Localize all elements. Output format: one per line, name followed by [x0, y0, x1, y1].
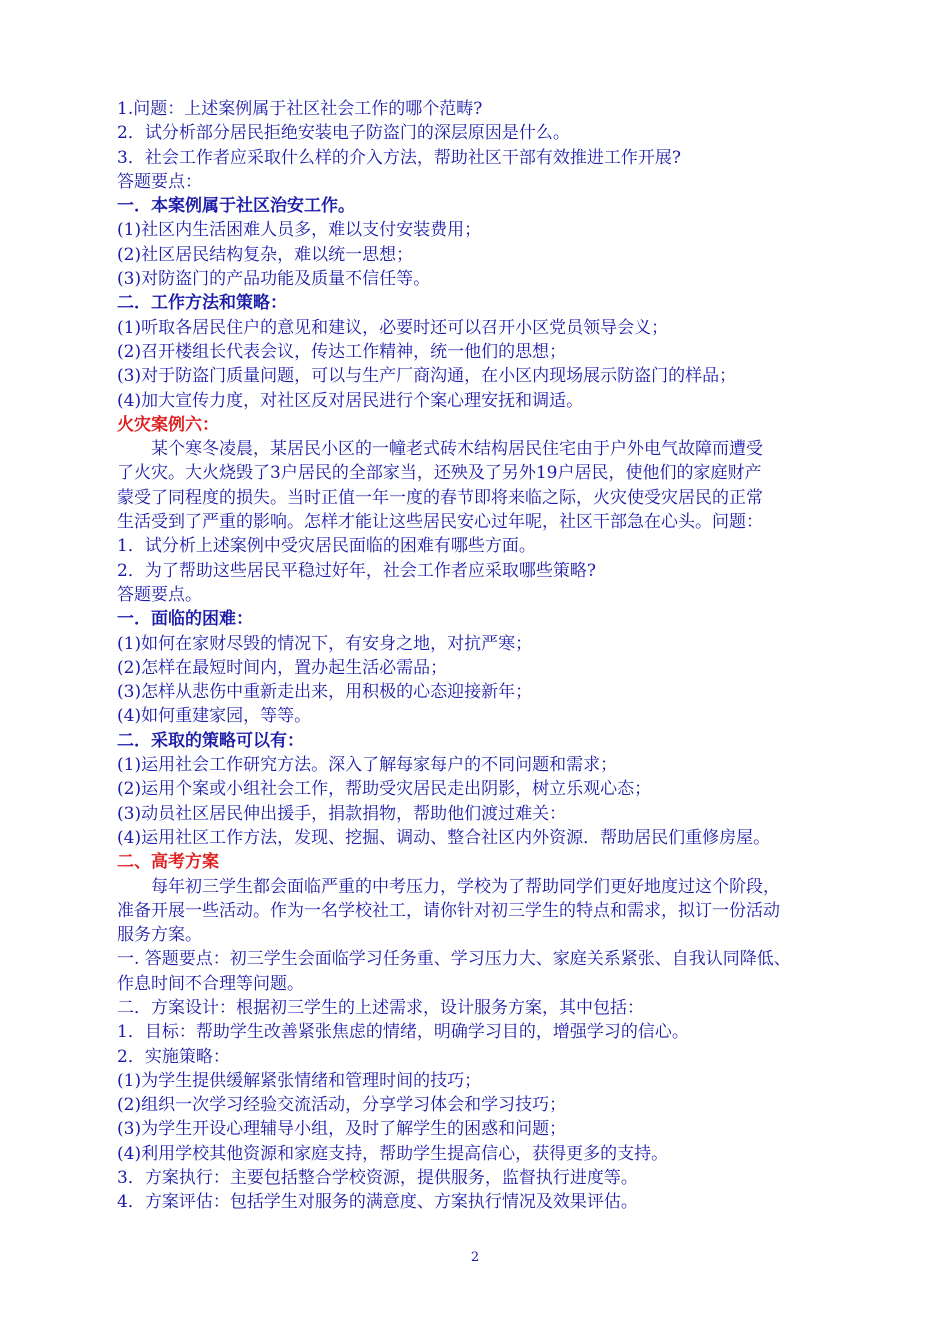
list-item: (1)运用社会工作研究方法。深入了解每家每户的不同问题和需求； — [117, 755, 618, 776]
paragraph-line: 蒙受了同程度的损失。当时正值一年一度的春节即将来临之际，火灾使受灾居民的正常 — [117, 487, 763, 508]
paragraph-line: 二．方案设计：根据初三学生的上述需求，设计服务方案，其中包括： — [117, 997, 644, 1018]
section-heading: 一．面临的困难： — [117, 609, 253, 630]
list-item: 2．实施策略： — [117, 1046, 230, 1067]
paragraph-line: 了火灾。大火烧毁了3户居民的全部家当，还殃及了另外19户居民，使他们的家庭财产 — [117, 463, 762, 484]
paragraph-line: 某个寒冬凌晨，某居民小区的一幢老式砖木结构居民住宅由于户外电气故障而遭受 — [151, 439, 763, 460]
list-item: (4)加大宣传力度，对社区反对居民进行个案心理安抚和调适。 — [117, 390, 584, 411]
section-heading: 一．本案例属于社区治安工作。 — [117, 196, 355, 217]
document-body — [117, 97, 847, 1215]
list-item: (3)动员社区居民伸出援手，捐款捐物，帮助他们渡过难关： — [117, 803, 567, 824]
list-item: (4)利用学校其他资源和家庭支持，帮助学生提高信心，获得更多的支持。 — [117, 1143, 669, 1164]
section-heading: 二．采取的策略可以有： — [117, 730, 304, 751]
list-item: (1)社区内生活困难人员多，难以支付安装费用； — [117, 220, 482, 241]
list-item: (3)为学生开设心理辅导小组，及时了解学生的困惑和问题； — [117, 1119, 567, 1140]
list-item: (1)为学生提供缓解紧张情绪和管理时间的技巧； — [117, 1070, 482, 1091]
question-line: 2．为了帮助这些居民平稳过好年，社会工作者应采取哪些策略? — [117, 560, 596, 581]
paragraph-line: 服务方案。 — [117, 925, 202, 946]
list-item: (4)运用社区工作方法，发现、挖掘、调动、整合社区内外资源．帮助居民们重修房屋。 — [117, 827, 771, 848]
list-item: (2)怎样在最短时间内，置办起生活必需品； — [117, 657, 448, 678]
answer-points-label: 答题要点。 — [117, 584, 202, 605]
answer-points-label: 答题要点： — [117, 171, 202, 192]
page-number: 2 — [470, 1250, 480, 1265]
list-item: (2)社区居民结构复杂，难以统一思想； — [117, 244, 414, 265]
list-item: (2)运用个案或小组社会工作，帮助受灾居民走出阴影，树立乐观心态； — [117, 779, 652, 800]
list-item: (2)召开楼组长代表会议，传达工作精神，统一他们的思想； — [117, 341, 567, 362]
paragraph-line: 一. 答题要点：初三学生会面临学习任务重、学习压力大、家庭关系紧张、自我认同降低、 — [117, 949, 791, 970]
list-item: 3．方案执行：主要包括整合学校资源，提供服务，监督执行进度等。 — [117, 1168, 638, 1189]
case-title: 二、高考方案 — [117, 852, 219, 873]
list-item: (1)如何在家财尽毁的情况下，有安身之地，对抗严寒； — [117, 633, 533, 654]
case-title: 火灾案例六： — [117, 414, 219, 435]
paragraph-line: 每年初三学生都会面临严重的中考压力，学校为了帮助同学们更好地度过这个阶段， — [151, 876, 780, 897]
paragraph-line: 作息时间不合理等问题。 — [117, 973, 304, 994]
section-heading: 二．工作方法和策略： — [117, 293, 287, 314]
list-item: (2)组织一次学习经验交流活动，分享学习体会和学习技巧； — [117, 1095, 567, 1116]
question-line: 3．社会工作者应采取什么样的介入方法，帮助社区干部有效推进工作开展? — [117, 147, 681, 168]
list-item: (3)对防盗门的产品功能及质量不信任等。 — [117, 269, 431, 290]
question-line: 1.问题：上述案例属于社区社会工作的哪个范畴? — [117, 99, 483, 119]
question-line: 1．试分析上述案例中受灾居民面临的困难有哪些方面。 — [117, 536, 536, 557]
list-item: 4．方案评估：包括学生对服务的满意度、方案执行情况及效果评估。 — [117, 1192, 638, 1213]
list-item: (3)对于防盗门质量问题，可以与生产厂商沟通，在小区内现场展示防盗门的样品； — [117, 366, 737, 387]
question-line: 2．试分析部分居民拒绝安装电子防盗门的深层原因是什么。 — [117, 123, 570, 144]
list-item: (4)如何重建家园，等等。 — [117, 706, 312, 727]
list-item: (1)听取各居民住户的意见和建议，必要时还可以召开小区党员领导会义； — [117, 317, 669, 338]
paragraph-line: 生活受到了严重的影响。怎样才能让这些居民安心过年呢，社区干部急在心头。问题： — [117, 512, 763, 533]
list-item: (3)怎样从悲伤中重新走出来，用积极的心态迎接新年； — [117, 682, 533, 703]
list-item: 1．目标：帮助学生改善紧张焦虑的情绪，明确学习目的，增强学习的信心。 — [117, 1022, 689, 1043]
paragraph-line: 准备开展一些活动。作为一名学校社工，请你针对初三学生的特点和需求，拟订一份活动 — [117, 900, 780, 921]
